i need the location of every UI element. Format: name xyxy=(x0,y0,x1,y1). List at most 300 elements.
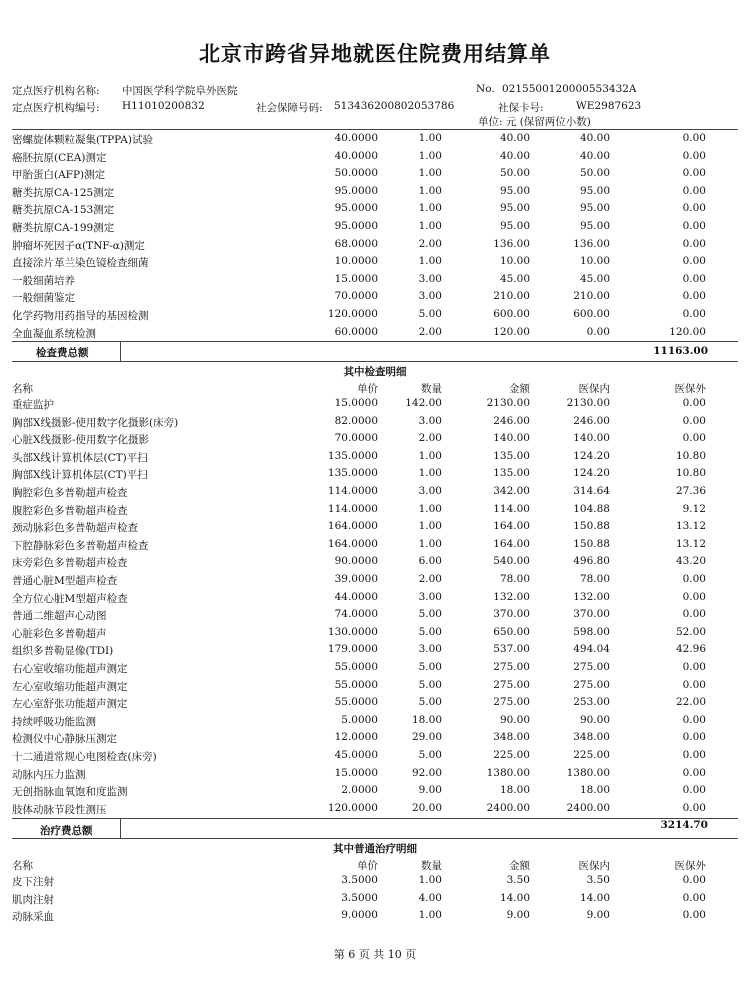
uninsured-amount: 0.00 xyxy=(682,784,706,797)
exam-detail-row xyxy=(12,589,738,607)
item-name: 一般细菌培养 xyxy=(12,274,75,287)
unit-price: 10.0000 xyxy=(334,255,378,268)
unit-price: 120.0000 xyxy=(327,801,378,814)
column-header-row xyxy=(12,379,738,397)
item-name: 全方位心脏M型超声检查 xyxy=(12,592,128,605)
uninsured-amount: 42.96 xyxy=(675,643,706,656)
item-name: 皮下注射 xyxy=(12,876,54,888)
unit-price: 68.0000 xyxy=(334,237,378,250)
exam-detail-row xyxy=(12,782,738,800)
amount: 120.00 xyxy=(493,325,530,338)
item-name: 直接涂片革兰染色镜检查细菌 xyxy=(12,257,149,270)
item-name: 心脏彩色多普勒超声 xyxy=(12,627,107,640)
amount: 9.00 xyxy=(506,909,530,922)
amount: 1380.00 xyxy=(486,766,530,779)
quantity: 5.00 xyxy=(418,696,442,709)
uninsured-amount: 0.00 xyxy=(682,272,706,285)
institution-code: H11010200832 xyxy=(122,100,205,112)
insured-amount: 370.00 xyxy=(573,608,610,621)
item-name: 动脉内压力监测 xyxy=(12,768,86,781)
item-name: 重症监护 xyxy=(12,399,54,411)
quantity: 142.00 xyxy=(405,397,442,409)
quantity: 5.00 xyxy=(418,661,442,673)
item-name: 癌胚抗原(CEA)测定 xyxy=(12,151,107,164)
unit-price: 95.0000 xyxy=(334,184,378,197)
item-name: 普通二维超声心动图 xyxy=(12,610,107,623)
quantity: 1.00 xyxy=(418,909,442,922)
uninsured-amount: 0.00 xyxy=(682,308,706,320)
divider xyxy=(120,818,121,838)
quantity: 5.00 xyxy=(418,625,442,638)
insured-amount: 90.00 xyxy=(579,713,610,726)
insured-amount: 124.20 xyxy=(573,449,610,462)
quantity: 1.00 xyxy=(418,132,442,144)
uninsured-amount: 0.00 xyxy=(682,678,706,691)
amount: 275.00 xyxy=(493,678,530,691)
quantity: 2.00 xyxy=(418,573,442,585)
exam-detail-row xyxy=(12,518,738,536)
quantity: 3.00 xyxy=(418,414,442,427)
unit-price: 74.0000 xyxy=(334,608,378,621)
uninsured-amount: 10.80 xyxy=(675,449,706,462)
quantity: 1.00 xyxy=(418,874,442,886)
uninsured-amount: 13.12 xyxy=(675,537,706,550)
exam-detail-row xyxy=(12,501,738,519)
unit-price: 95.0000 xyxy=(334,220,378,232)
uninsured-amount: 0.00 xyxy=(682,590,706,603)
exam-detail-row xyxy=(12,659,738,677)
amount: 275.00 xyxy=(493,696,530,709)
insured-amount: 78.00 xyxy=(579,573,610,585)
column-header-row xyxy=(12,856,738,874)
exam-detail-row xyxy=(12,465,738,483)
item-name: 无创指脉血氧饱和度监测 xyxy=(12,786,128,799)
insured-amount: 95.00 xyxy=(579,220,610,232)
amount: 537.00 xyxy=(493,643,530,656)
column-header-insured-amount: 医保内 xyxy=(578,860,610,872)
exam-detail-row xyxy=(12,641,738,659)
item-name: 肌肉注射 xyxy=(12,893,54,906)
exam-detail-title: 其中检查明细 xyxy=(343,366,407,378)
item-name: 糖类抗原CA-125测定 xyxy=(12,186,115,199)
exam-item-row xyxy=(12,236,738,254)
unit-price: 40.0000 xyxy=(334,149,378,162)
item-name: 普通心脏M型超声检查 xyxy=(12,575,118,587)
divider xyxy=(120,341,121,361)
exam-detail-row xyxy=(12,571,738,589)
exam-item-row xyxy=(12,288,738,306)
item-name: 糖类抗原CA-153测定 xyxy=(12,204,115,217)
column-header-unit-price: 单价 xyxy=(357,383,378,395)
insured-amount: 225.00 xyxy=(573,749,610,761)
item-name: 腹腔彩色多普勒超声检查 xyxy=(12,504,128,517)
item-name: 组织多普勒显像(TDI) xyxy=(12,645,114,658)
amount: 210.00 xyxy=(493,290,530,303)
quantity: 1.00 xyxy=(418,202,442,215)
item-name: 肿瘤坏死因子α(TNF-α)测定 xyxy=(12,239,145,252)
unit-price: 3.5000 xyxy=(341,891,378,904)
exam-detail-row xyxy=(12,765,738,783)
insured-amount: 246.00 xyxy=(573,414,610,427)
document-no: 0215500120000553432A xyxy=(502,83,637,95)
item-name: 心脏X线摄影-使用数字化摄影 xyxy=(12,434,150,447)
insured-amount: 2400.00 xyxy=(566,801,610,814)
uninsured-amount: 0.00 xyxy=(682,891,706,904)
card-number: WE2987623 xyxy=(576,100,642,112)
exam-detail-row xyxy=(12,536,738,554)
quantity: 20.00 xyxy=(411,801,442,814)
insured-amount: 275.00 xyxy=(573,661,610,673)
exam-item-row xyxy=(12,324,738,342)
insured-amount: 124.20 xyxy=(573,467,610,480)
amount: 114.00 xyxy=(493,502,530,515)
exam-detail-row xyxy=(12,448,738,466)
social-security-number: 513436200802053786 xyxy=(334,100,455,112)
quantity: 1.00 xyxy=(418,467,442,480)
unit-price: 40.0000 xyxy=(334,132,378,144)
unit-price: 44.0000 xyxy=(334,590,378,603)
exam-detail-row xyxy=(12,553,738,571)
quantity: 5.00 xyxy=(418,608,442,621)
item-name: 全血凝血系统检测 xyxy=(12,327,96,340)
amount: 246.00 xyxy=(493,414,530,427)
uninsured-amount: 0.00 xyxy=(682,255,706,268)
column-header-insured-amount: 医保内 xyxy=(578,383,610,395)
item-name: 持续呼吸功能监测 xyxy=(12,715,96,728)
treat-detail-row xyxy=(12,890,738,908)
amount: 95.00 xyxy=(499,184,530,197)
insured-amount: 10.00 xyxy=(579,255,610,268)
exam-detail-row xyxy=(12,712,738,730)
insured-amount: 140.00 xyxy=(573,432,610,445)
insured-amount: 150.88 xyxy=(573,537,610,550)
amount: 2400.00 xyxy=(486,801,530,814)
insured-amount: 14.00 xyxy=(579,891,610,904)
document-no-label: No. xyxy=(476,83,495,95)
amount: 164.00 xyxy=(493,537,530,550)
item-name: 下腔静脉彩色多普勒超声检查 xyxy=(12,539,149,552)
unit-price: 12.0000 xyxy=(334,731,378,744)
insured-amount: 494.04 xyxy=(573,643,610,656)
uninsured-amount: 0.00 xyxy=(682,749,706,761)
quantity: 6.00 xyxy=(418,555,442,568)
unit-price: 50.0000 xyxy=(334,167,378,180)
insured-amount: 314.64 xyxy=(573,485,610,497)
amount: 225.00 xyxy=(493,749,530,761)
column-header-uninsured-amount: 医保外 xyxy=(674,860,706,872)
unit-price: 114.0000 xyxy=(327,502,378,515)
amount: 132.00 xyxy=(493,590,530,603)
item-name: 动脉采血 xyxy=(12,911,54,924)
exam-item-row xyxy=(12,306,738,324)
amount: 90.00 xyxy=(499,713,530,726)
insured-amount: 45.00 xyxy=(579,272,610,285)
uninsured-amount: 0.00 xyxy=(682,414,706,427)
item-name: 密螺旋体颗粒凝集(TPPA)试验 xyxy=(12,134,153,146)
unit-price: 55.0000 xyxy=(334,696,378,709)
exam-detail-row xyxy=(12,430,738,448)
exam-detail-row xyxy=(12,694,738,712)
quantity: 1.00 xyxy=(418,220,442,232)
amount: 78.00 xyxy=(499,573,530,585)
divider xyxy=(12,361,738,362)
uninsured-amount: 13.12 xyxy=(675,520,706,533)
uninsured-amount: 10.80 xyxy=(675,467,706,480)
item-name: 颈动脉彩色多普勒超声检查 xyxy=(12,522,138,535)
quantity: 1.00 xyxy=(418,149,442,162)
amount: 275.00 xyxy=(493,661,530,673)
insured-amount: 0.00 xyxy=(586,325,610,338)
insured-amount: 40.00 xyxy=(579,132,610,144)
amount: 342.00 xyxy=(493,485,530,497)
quantity: 29.00 xyxy=(411,731,442,744)
amount: 95.00 xyxy=(499,202,530,215)
quantity: 1.00 xyxy=(418,520,442,533)
quantity: 2.00 xyxy=(418,237,442,250)
amount: 164.00 xyxy=(493,520,530,533)
quantity: 1.00 xyxy=(418,184,442,197)
item-name: 胸部X线摄影-使用数字化摄影(床旁) xyxy=(12,416,179,429)
item-name: 一般细菌鉴定 xyxy=(12,292,75,305)
exam-detail-row xyxy=(12,624,738,642)
exam-item-row xyxy=(12,200,738,218)
exam-total-value: 11163.00 xyxy=(653,345,708,357)
unit-price: 60.0000 xyxy=(334,325,378,338)
exam-item-row xyxy=(12,183,738,201)
item-name: 胸腔彩色多普勒超声检查 xyxy=(12,487,128,499)
unit-price: 70.0000 xyxy=(334,290,378,303)
quantity: 9.00 xyxy=(418,784,442,797)
uninsured-amount: 0.00 xyxy=(682,909,706,922)
quantity: 18.00 xyxy=(411,713,442,726)
quantity: 3.00 xyxy=(418,643,442,656)
item-name: 左心室收缩功能超声测定 xyxy=(12,680,128,693)
quantity: 2.00 xyxy=(418,325,442,338)
quantity: 5.00 xyxy=(418,308,442,320)
unit-price: 82.0000 xyxy=(334,414,378,427)
exam-detail-row xyxy=(12,395,738,413)
institution-name-label: 定点医疗机构名称: xyxy=(12,85,100,97)
uninsured-amount: 120.00 xyxy=(669,325,706,338)
uninsured-amount: 27.36 xyxy=(675,485,706,497)
insured-amount: 210.00 xyxy=(573,290,610,303)
quantity: 1.00 xyxy=(418,449,442,462)
insured-amount: 3.50 xyxy=(586,874,610,886)
treat-detail-row xyxy=(12,872,738,890)
unit-price: 179.0000 xyxy=(327,643,378,656)
insured-amount: 598.00 xyxy=(573,625,610,638)
quantity: 3.00 xyxy=(418,290,442,303)
uninsured-amount: 9.12 xyxy=(682,502,706,515)
item-name: 糖类抗原CA-199测定 xyxy=(12,222,115,234)
unit-price: 164.0000 xyxy=(327,537,378,550)
item-name: 检测仪中心静脉压测定 xyxy=(12,733,117,746)
unit-price: 130.0000 xyxy=(327,625,378,638)
exam-detail-row xyxy=(12,413,738,431)
exam-item-row xyxy=(12,271,738,289)
uninsured-amount: 0.00 xyxy=(682,661,706,673)
insured-amount: 50.00 xyxy=(579,167,610,180)
exam-detail-row xyxy=(12,677,738,695)
unit-price: 9.0000 xyxy=(341,909,378,922)
unit-price: 3.5000 xyxy=(341,874,378,886)
uninsured-amount: 0.00 xyxy=(682,202,706,215)
uninsured-amount: 0.00 xyxy=(682,167,706,180)
uninsured-amount: 22.00 xyxy=(675,696,706,709)
item-name: 右心室收缩功能超声测定 xyxy=(12,663,128,675)
uninsured-amount: 0.00 xyxy=(682,432,706,445)
institution-code-label: 定点医疗机构编号: xyxy=(12,102,100,114)
unit-price: 70.0000 xyxy=(334,432,378,445)
amount: 650.00 xyxy=(493,625,530,638)
uninsured-amount: 0.00 xyxy=(682,608,706,621)
insured-amount: 95.00 xyxy=(579,184,610,197)
insured-amount: 600.00 xyxy=(573,308,610,320)
institution-name: 中国医学科学院阜外医院 xyxy=(122,85,238,97)
amount: 45.00 xyxy=(499,272,530,285)
insured-amount: 104.88 xyxy=(573,502,610,515)
uninsured-amount: 0.00 xyxy=(682,874,706,886)
insured-amount: 496.80 xyxy=(573,555,610,568)
amount: 600.00 xyxy=(493,308,530,320)
amount: 14.00 xyxy=(499,891,530,904)
quantity: 92.00 xyxy=(411,766,442,779)
insured-amount: 253.00 xyxy=(573,696,610,709)
unit-price: 5.0000 xyxy=(341,713,378,726)
unit-price: 120.0000 xyxy=(327,308,378,320)
insured-amount: 18.00 xyxy=(579,784,610,797)
unit-note: 单位: 元 (保留两位小数) xyxy=(478,116,591,128)
uninsured-amount: 0.00 xyxy=(682,290,706,303)
document-title: 北京市跨省异地就医住院费用结算单 xyxy=(199,42,551,66)
unit-price: 164.0000 xyxy=(327,520,378,533)
uninsured-amount: 0.00 xyxy=(682,149,706,162)
unit-price: 55.0000 xyxy=(334,661,378,673)
exam-item-row xyxy=(12,218,738,236)
item-name: 甲胎蛋白(AFP)测定 xyxy=(12,169,106,182)
unit-price: 55.0000 xyxy=(334,678,378,691)
exam-item-row xyxy=(12,148,738,166)
uninsured-amount: 0.00 xyxy=(682,573,706,585)
amount: 95.00 xyxy=(499,220,530,232)
item-name: 化学药物用药指导的基因检测 xyxy=(12,310,149,322)
insured-amount: 1380.00 xyxy=(566,766,610,779)
quantity: 3.00 xyxy=(418,485,442,497)
amount: 140.00 xyxy=(493,432,530,445)
item-name: 头部X线计算机体层(CT)平扫 xyxy=(12,451,148,464)
amount: 135.00 xyxy=(493,467,530,480)
item-name: 胸部X线计算机体层(CT)平扫 xyxy=(12,469,148,482)
insured-amount: 136.00 xyxy=(573,237,610,250)
unit-price: 95.0000 xyxy=(334,202,378,215)
divider xyxy=(12,838,738,839)
insured-amount: 40.00 xyxy=(579,149,610,162)
amount: 136.00 xyxy=(493,237,530,250)
column-header-quantity: 数量 xyxy=(421,860,442,872)
amount: 2130.00 xyxy=(486,397,530,409)
column-header-amount: 金额 xyxy=(509,383,530,395)
quantity: 1.00 xyxy=(418,167,442,180)
uninsured-amount: 0.00 xyxy=(682,731,706,744)
quantity: 5.00 xyxy=(418,749,442,761)
uninsured-amount: 0.00 xyxy=(682,766,706,779)
item-name: 十二通道常规心电图检查(床旁) xyxy=(12,751,157,763)
amount: 348.00 xyxy=(493,731,530,744)
uninsured-amount: 0.00 xyxy=(682,713,706,726)
quantity: 1.00 xyxy=(418,255,442,268)
treat-total-value: 3214.70 xyxy=(660,819,708,831)
exam-detail-row xyxy=(12,747,738,765)
exam-item-row xyxy=(12,253,738,271)
amount: 40.00 xyxy=(499,149,530,162)
quantity: 2.00 xyxy=(418,432,442,445)
unit-price: 15.0000 xyxy=(334,397,378,409)
exam-total-label: 检查费总额 xyxy=(36,347,89,359)
amount: 18.00 xyxy=(499,784,530,797)
item-name: 床旁彩色多普勒超声检查 xyxy=(12,557,128,570)
column-header-amount: 金额 xyxy=(509,860,530,872)
exam-detail-row xyxy=(12,800,738,818)
uninsured-amount: 0.00 xyxy=(682,184,706,197)
card-label: 社保卡号: xyxy=(498,102,544,114)
uninsured-amount: 43.20 xyxy=(675,555,706,568)
insured-amount: 2130.00 xyxy=(566,397,610,409)
social-security-label: 社会保障号码: xyxy=(256,102,323,114)
unit-price: 15.0000 xyxy=(334,766,378,779)
unit-price: 114.0000 xyxy=(327,485,378,497)
unit-price: 45.0000 xyxy=(334,749,378,761)
unit-price: 2.0000 xyxy=(341,784,378,797)
uninsured-amount: 0.00 xyxy=(682,397,706,409)
page-footer: 第 6 页 共 10 页 xyxy=(333,948,417,961)
column-header-uninsured-amount: 医保外 xyxy=(674,383,706,395)
item-name: 左心室舒张功能超声测定 xyxy=(12,698,128,711)
quantity: 1.00 xyxy=(418,537,442,550)
insured-amount: 348.00 xyxy=(573,731,610,744)
column-header-item-name: 名称 xyxy=(12,383,33,395)
unit-price: 15.0000 xyxy=(334,272,378,285)
amount: 370.00 xyxy=(493,608,530,621)
unit-price: 90.0000 xyxy=(334,555,378,568)
unit-price: 135.0000 xyxy=(327,467,378,480)
item-name: 肢体动脉节段性测压 xyxy=(12,803,107,816)
quantity: 3.00 xyxy=(418,590,442,603)
treat-total-label: 治疗费总额 xyxy=(40,825,93,837)
amount: 3.50 xyxy=(506,874,530,886)
quantity: 1.00 xyxy=(418,502,442,515)
quantity: 5.00 xyxy=(418,678,442,691)
column-header-unit-price: 单价 xyxy=(357,860,378,872)
unit-price: 39.0000 xyxy=(334,573,378,585)
uninsured-amount: 0.00 xyxy=(682,801,706,814)
insured-amount: 132.00 xyxy=(573,590,610,603)
amount: 10.00 xyxy=(499,255,530,268)
unit-price: 135.0000 xyxy=(327,449,378,462)
insured-amount: 275.00 xyxy=(573,678,610,691)
uninsured-amount: 0.00 xyxy=(682,220,706,232)
exam-item-row xyxy=(12,165,738,183)
uninsured-amount: 0.00 xyxy=(682,237,706,250)
exam-item-row xyxy=(12,130,738,148)
exam-detail-row xyxy=(12,606,738,624)
uninsured-amount: 0.00 xyxy=(682,132,706,144)
uninsured-amount: 52.00 xyxy=(675,625,706,638)
insured-amount: 150.88 xyxy=(573,520,610,533)
treat-detail-title: 其中普通治疗明细 xyxy=(333,843,417,855)
amount: 540.00 xyxy=(493,555,530,568)
quantity: 4.00 xyxy=(418,891,442,904)
exam-detail-row xyxy=(12,483,738,501)
